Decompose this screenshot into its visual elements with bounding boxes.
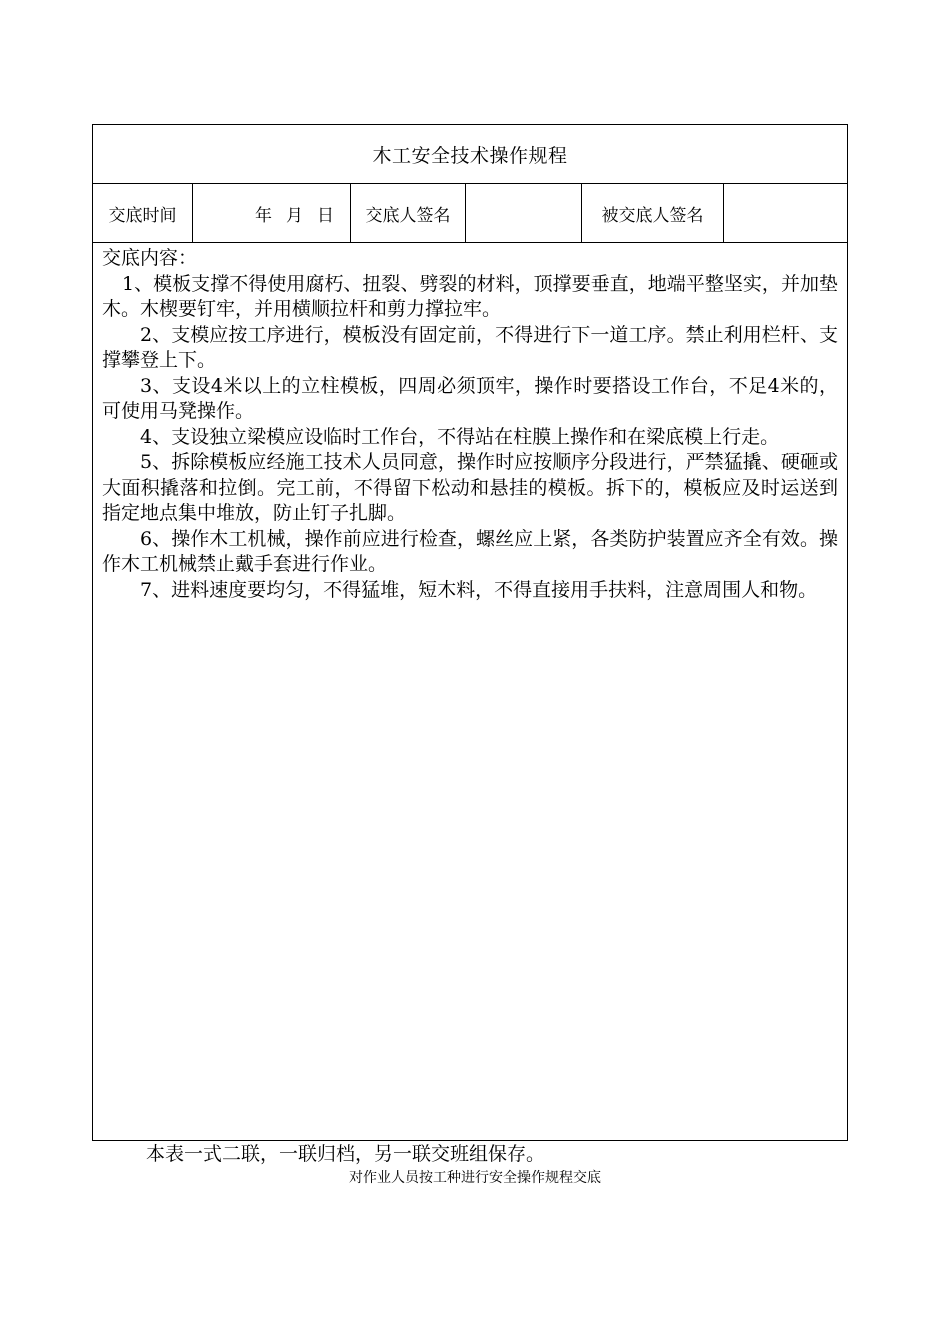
- giver-signature-label: 交底人签名: [351, 184, 466, 242]
- content-item-2: 2、支模应按工序进行，模板没有固定前，不得进行下一道工序。禁止利用栏杆、支撑攀登上下。: [102, 323, 838, 371]
- date-day-label: 日: [317, 205, 334, 226]
- content-item-3: 3、支设4米以上的立柱模板，四周必须顶牢，操作时要搭设工作台，不足4米的，可使用马凳操作。: [102, 374, 838, 422]
- content-label: 交底内容：: [102, 247, 198, 269]
- safety-briefing-form: [92, 124, 848, 1141]
- briefing-content: [93, 243, 847, 1140]
- receiver-signature-field[interactable]: [724, 184, 849, 242]
- briefing-time-label: 交底时间: [93, 184, 193, 242]
- giver-signature-field[interactable]: [466, 184, 582, 242]
- date-month-label: 月: [286, 205, 303, 226]
- content-item-6: 6、操作木工机械，操作前应进行检查，螺丝应上紧，各类防护装置应齐全有效。操作木工机械禁止戴手套进行作业。: [102, 527, 838, 575]
- receiver-signature-label: 被交底人签名: [582, 184, 724, 242]
- footer-note: 本表一式二联，一联归档，另一联交班组保存。: [146, 1143, 546, 1165]
- content-item-1: 1、模板支撑不得使用腐朽、扭裂、劈裂的材料，顶撑要垂直，地端平整坚实，并加垫木。木楔要钉牢，并用横顺拉杆和剪力撑拉牢。: [102, 272, 838, 320]
- briefing-date-field[interactable]: [193, 184, 351, 242]
- footer-caption: 对作业人员按工种进行安全操作规程交底: [349, 1170, 601, 1186]
- date-year-label: 年: [255, 205, 272, 226]
- content-item-7: 7、进料速度要均匀，不得猛堆，短木料，不得直接用手扶料，注意周围人和物。: [140, 578, 818, 601]
- content-item-4: 4、支设独立梁模应设临时工作台，不得站在柱膜上操作和在梁底模上行走。: [140, 425, 780, 448]
- form-title: 木工安全技术操作规程: [93, 125, 847, 184]
- content-item-5: 5、拆除模板应经施工技术人员同意，操作时应按顺序分段进行，严禁猛撬、硬砸或大面积撬落和拉倒。完工前，不得留下松动和悬挂的模板。拆下的，模板应及时运送到指定地点集中堆放，防止钉子扎脚。: [102, 451, 838, 524]
- briefing-meta-row: [93, 184, 847, 243]
